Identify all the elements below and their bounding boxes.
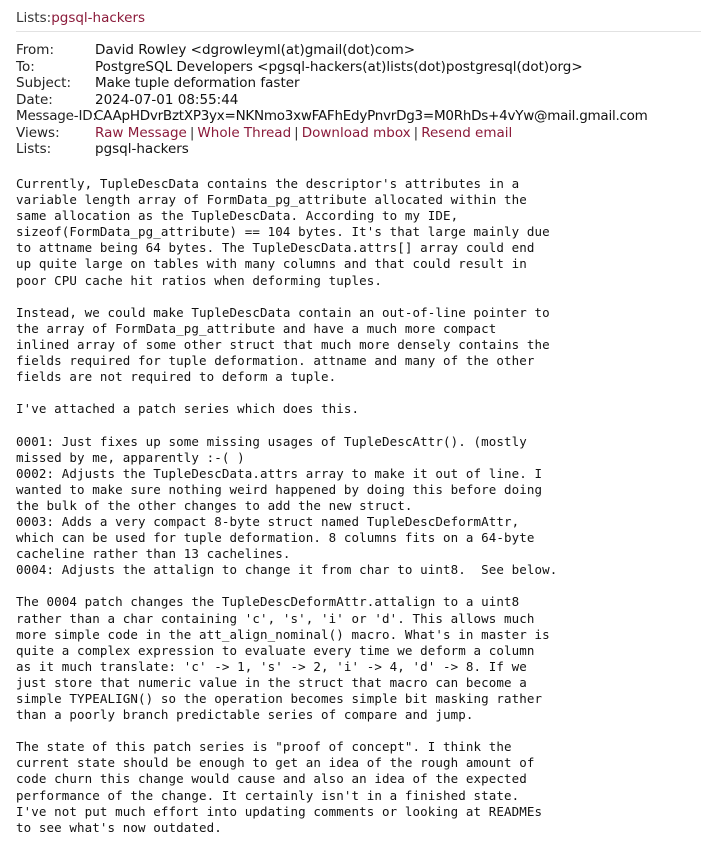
header-row-from	[16, 42, 701, 59]
body-line: just store that numeric value in the struct that macro can become a	[16, 674, 527, 690]
body-line: same allocation as the TupleDescData. According to my IDE,	[16, 208, 459, 224]
message-body	[16, 176, 701, 836]
body-line: the array of FormData_pg_attribute and have a much more compact	[16, 320, 497, 336]
lists-breadcrumb-link[interactable]: pgsql-hackers	[51, 10, 146, 26]
body-line: up quite large on tables with many columns and that could result in	[16, 256, 527, 272]
body-line: sizeof(FormData_pg_attribute) == 104 bytes. It's that large mainly due	[16, 224, 550, 240]
body-line: The 0004 patch changes the TupleDescDeformAttr.attalign to a uint8	[16, 594, 520, 610]
lists-link[interactable]: pgsql-hackers	[95, 141, 189, 157]
subject-value: Make tuple deformation faster	[95, 75, 300, 91]
views-separator: |	[413, 124, 419, 141]
views-separator: |	[189, 124, 195, 141]
body-line: rather than a char containing 'c', 's', 'i' or 'd'. This allows much	[16, 610, 535, 626]
body-line: missed by me, apparently :-( )	[16, 449, 245, 465]
body-line: performance of the change. It certainly isn't in a finished state.	[16, 787, 520, 803]
raw-message-link[interactable]: Raw Message	[95, 124, 187, 141]
body-line: which can be used for tuple deformation. 8 columns fits on a 64-byte	[16, 530, 535, 546]
body-line: Currently, TupleDescData contains the descriptor's attributes in a	[16, 176, 520, 191]
header-row-date	[16, 92, 701, 109]
body-line: 0001: Just fixes up some missing usages of TupleDescAttr(). (mostly	[16, 433, 527, 449]
views-links	[95, 125, 512, 142]
body-line: 0003: Adds a very compact 8-byte struct named TupleDescDeformAttr,	[16, 513, 520, 529]
body-line: simple TYPEALIGN() so the operation becomes simple bit masking rather	[16, 691, 543, 706]
to-value: PostgreSQL Developers <pgsql-hackers(at)lists(dot)postgresql(dot)org>	[95, 58, 583, 75]
message-id-link[interactable]: CAApHDvrBztXP3yx=NKNmo3xwFAFhEdyPnvrDg3=M0RhDs+4vYw@mail.gmail.com	[94, 108, 648, 124]
body-line: to attname being 64 bytes. The TupleDescData.attrs[] array could end	[16, 240, 535, 256]
body-line: more simple code in the att_align_nominal() macro. What's in master is	[16, 626, 550, 642]
views-separator: |	[294, 124, 299, 141]
body-line: than a poorly branch predictable series of compare and jump.	[16, 707, 474, 723]
lists-label: Lists:	[16, 141, 52, 157]
body-line: fields are not required to deform a tuple.	[16, 369, 337, 385]
body-line: code churn this change would cause and also an idea of the expected	[16, 771, 527, 787]
date-label: Date:	[16, 91, 53, 108]
body-line: 0002: Adjusts the TupleDescData.attrs array to make it out of line. I	[16, 465, 543, 481]
body-line: The state of this patch series is "proof of concept". I think the	[16, 739, 512, 755]
from-value: David Rowley <dgrowleyml(at)gmail(dot)com>	[95, 42, 416, 58]
views-label: Views:	[16, 124, 60, 141]
body-line: I've not put much effort into updating comments or looking at READMEs	[16, 803, 543, 819]
body-line: to see what's now outdated.	[16, 819, 222, 835]
body-line: Instead, we could make TupleDescData contain an out-of-line pointer to	[16, 304, 550, 320]
subject-label: Subject:	[16, 75, 72, 91]
resend-email-link[interactable]: Resend email	[421, 124, 513, 141]
body-line: quite a complex expression to evaluate every time we deform a column	[16, 642, 535, 658]
to-label: To:	[16, 58, 35, 75]
header-row-to	[16, 59, 701, 76]
header-row-subject	[16, 75, 701, 92]
body-line: variable length array of FormData_pg_attribute allocated within the	[16, 192, 527, 208]
message-headers	[16, 42, 701, 158]
lists-breadcrumb-label: Lists:	[16, 10, 52, 26]
body-line: the bulk of the other changes to add the new struct.	[16, 497, 413, 513]
body-line: inlined array of some other struct that much more densely contains the	[16, 336, 550, 352]
body-line: poor CPU cache hit ratios when deforming tuples.	[16, 272, 383, 288]
lists-breadcrumb	[16, 9, 145, 27]
download-mbox-link[interactable]: Download mbox	[301, 124, 411, 141]
header-row-lists	[16, 141, 701, 158]
body-line: fields required for tuple deformation. attname and many of the other	[16, 353, 535, 369]
header-row-message-id	[16, 108, 701, 125]
body-line: I've attached a patch series which does this.	[16, 401, 360, 417]
body-line: current state should be enough to get an idea of the rough amount of	[16, 755, 535, 771]
body-line: cacheline rather than 13 cachelines.	[16, 546, 291, 562]
date-value: 2024-07-01 08:55:44	[95, 91, 239, 108]
whole-thread-link[interactable]: Whole Thread	[197, 124, 292, 141]
message-id-label: Message-ID:	[16, 108, 97, 124]
body-line: 0004: Adjusts the attalign to change it from char to uint8. See below.	[16, 562, 558, 578]
from-label: From:	[16, 42, 54, 58]
body-line: wanted to make sure nothing weird happened by doing this before doing	[16, 481, 543, 497]
body-line: as it much translate: 'c' -> 1, 's' -> 2, 'i' -> 4, 'd' -> 8. If we	[16, 658, 527, 674]
header-divider	[16, 31, 701, 32]
header-row-views	[16, 125, 701, 142]
